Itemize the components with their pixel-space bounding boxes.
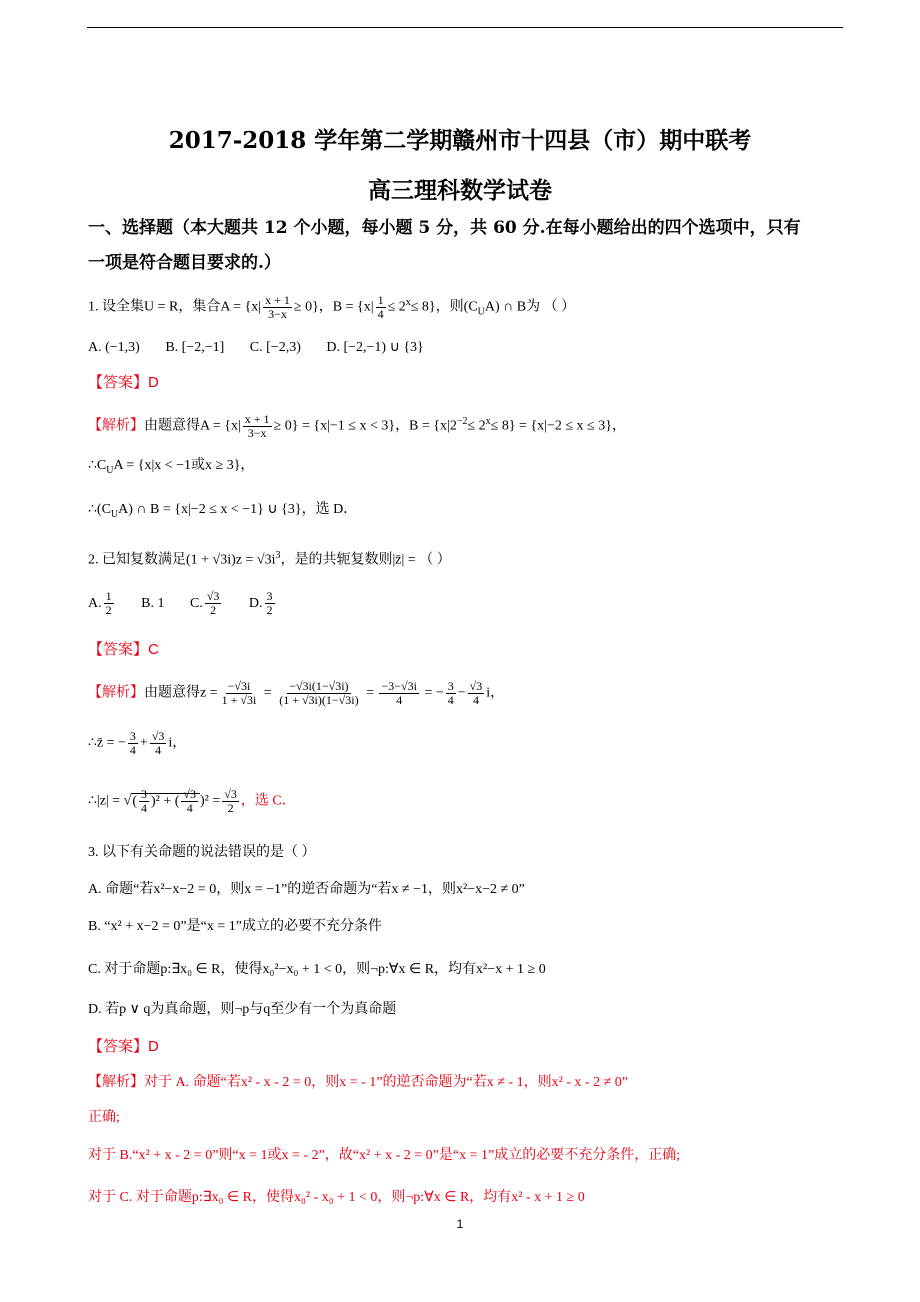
q1-options xyxy=(88,338,446,358)
q1-option-d: D. [−2,−1) ∪ {3} xyxy=(326,340,424,355)
q2-stem: 2. 已知复数满足$(1 + √3i)z = √3i^3$，是的共轭复数则|z̄| = （ ） xyxy=(88,550,451,568)
q1-stem: 1. 设全集U = R，集合A = {x| $\frac{x + 1}{3-x}$ ≥ 0}，B = {x| $\frac{1}{4}$ ≤ $2^x\le 8$}，则$(C_UA)$ ∩ B为 （ ） xyxy=(88,292,576,321)
q3-option-b: B. “x² + x−2 = 0”是“x = 1”成立的必要不充分条件 xyxy=(88,919,382,934)
q1-option-c: C. [−2,3) xyxy=(249,340,301,355)
q3-option-a: A. 命题“若x²−x−2 = 0，则x = −1”的逆否命题为“若x ≠ −1，则x²−x−2 ≠ 0” xyxy=(88,882,525,897)
q1-analysis-3: $\therefore(C_UA)$ ∩ B = {x|−2 ≤ x < −1} ∪ {3}，选 D． xyxy=(88,502,358,520)
q2-options xyxy=(88,590,277,617)
q1-option-b: B. [−2,−1] xyxy=(165,340,225,355)
q1-answer: 【答案】D xyxy=(88,374,159,391)
q3-analysis-2: 正确; xyxy=(88,1110,120,1125)
page-number: 1 xyxy=(456,1217,464,1231)
q3-stem: 3. 以下有关命题的说法错误的是（ ） xyxy=(88,845,316,860)
q3-analysis-4: 对于 C. 对于命题p:∃x₀ ∈ R，使得x₀² - x₀ + 1 < 0，则¬p:∀x ∈ R，均有x² - x + 1 ≥ 0 xyxy=(88,1190,585,1205)
q3-analysis-3: 对于 B.“x² + x - 2 = 0”则“x = 1或x = - 2”，故“x² + x - 2 = 0”是“x = 1”成立的必要不充分条件，正确; xyxy=(88,1148,681,1163)
q2-analysis-1: 【解析】由题意得z = $\frac{-√3i}{1 + √3i}$ = $\frac{-√3i(1-√3i)}{(1 + √3i)(1-√3i)}$ = $\frac{-3-√3i}{4}$ = − $\frac{3}{4}$ − $\frac{√3}{4}$ i， xyxy=(88,679,505,707)
q2-analysis-2: ∴z̄ = − $\frac{3}{4}$ + $\frac{√3}{4}$ i， xyxy=(88,729,187,757)
q3-answer: 【答案】D xyxy=(88,1038,159,1055)
q1-analysis-1: 【解析】由题意得A = {x| $\frac{x + 1}{3-x}$ ≥ 0} = {x|−1 ≤ x < 3}，$B = \{x|2^{-2}\le 2^x\le 8\} = \{x|-2 \le x \le 3\}$， xyxy=(88,411,626,440)
q2-analysis-3: ∴|z| = √( $\frac{3}{4}$ )² + ( $\frac{√3}{4}$ )² = $\frac{√3}{2}$ ，选 C． xyxy=(88,787,296,815)
q3-option-d: D. 若p ∨ q为真命题，则¬p与q至少有一个为真命题 xyxy=(88,1002,397,1017)
q1-analysis-2: $\therefore C_UA = \{x|x < -1$或x ≥ 3}， xyxy=(88,458,255,476)
exam-subtitle: 高三理科数学试卷 xyxy=(368,177,552,204)
q2-option-d: D. $\frac{3}{2}$ xyxy=(248,589,273,617)
q2-answer: 【答案】C xyxy=(88,641,159,658)
q1-option-a: A. (−1,3) xyxy=(88,340,140,355)
q3-option-c: C. 对于命题p:∃x₀ ∈ R，使得x₀²−x₀ + 1 < 0，则¬p:∀x ∈ R，均有x²−x + 1 ≥ 0 xyxy=(88,962,546,977)
header-rule xyxy=(87,27,843,28)
exam-title: 2017-2018 学年第二学期赣州市十四县（市）期中联考 xyxy=(168,127,752,154)
q2-option-b: B. 1 xyxy=(141,595,165,611)
section-heading: 一、选择题（本大题共 12 个小题，每小题 5 分，共 60 分.在每小题给出的四个选项中，只有 xyxy=(88,218,801,238)
section-heading-cont: 一项是符合题目要求的.） xyxy=(88,253,281,273)
q2-option-c: C. $\frac{√3}{2}$ xyxy=(189,589,220,617)
q2-option-a: A. $\frac{1}{2}$ xyxy=(88,589,112,617)
q3-analysis-1: 【解析】对于 A. 命题“若x² - x - 2 = 0，则x = - 1”的逆否命题为“若x ≠ - 1，则x² - x - 2 ≠ 0” xyxy=(88,1075,628,1090)
